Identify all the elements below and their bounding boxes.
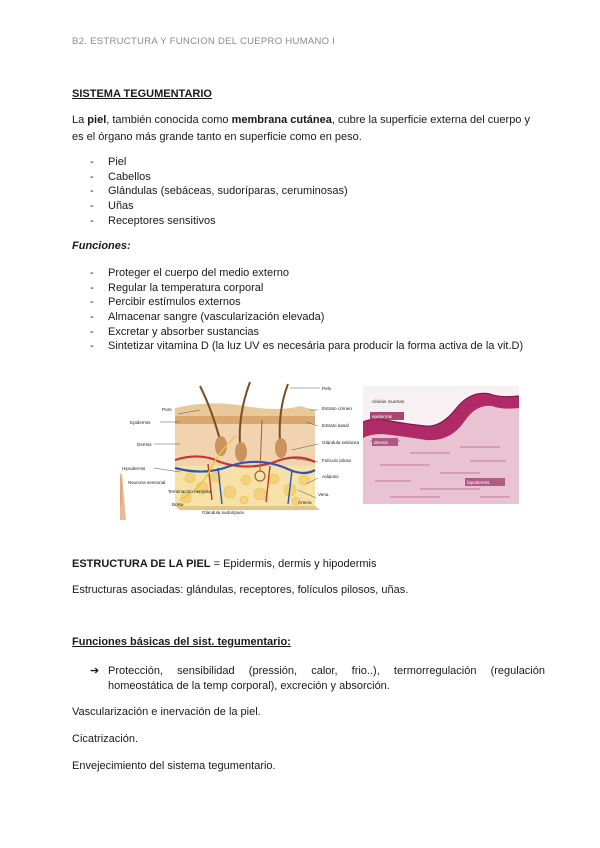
intro-paragraph xyxy=(72,112,544,146)
micro-label-hipodermis: hipodermis xyxy=(467,480,490,485)
label-poro: Poro xyxy=(162,407,172,412)
label-epidermis: Epidermis xyxy=(130,420,151,425)
intro-bold-membrana: membrana cutánea xyxy=(231,114,332,126)
paragraph-envejecimiento: Envejecimiento del sistema tegumentario. xyxy=(72,760,276,772)
intro-text-2: , también conocida como xyxy=(106,114,232,126)
label-bolsa: Bolsa xyxy=(172,502,184,507)
list-item: - Receptores sensitivos xyxy=(90,214,348,229)
label-adiposo: Adiposo xyxy=(322,474,339,479)
funciones-heading: Funciones: xyxy=(72,240,131,252)
label-foliculo: Folículo piloso xyxy=(322,458,352,463)
estructuras-asociadas: Estructuras asociadas: glándulas, receptores, folículos pilosos, uñas. xyxy=(72,584,409,596)
skin-micrograph xyxy=(363,386,519,504)
intro-text-3: , cubre la superficie externa del cuerpo y es el órgano más grande tanto en superficie como en peso. xyxy=(72,114,530,143)
list-item: - Piel xyxy=(90,155,348,170)
list-item: - Cabellos xyxy=(90,170,348,185)
arrow-item-text: Protección, sensibilidad (pressión, calor, frio..), termorregulación (regulación homeostática de la temp corporal), excreción y absorción. xyxy=(108,665,545,692)
list-item: - Percibir estímulos externos xyxy=(90,295,523,310)
label-terminacion: Terminación nerviosa xyxy=(168,489,212,494)
page-header: B2. ESTRUCTURA Y FUNCION DEL CUEPRO HUMANO I xyxy=(72,36,336,47)
funciones-list xyxy=(90,266,523,354)
section-title-sistema-tegumentario: SISTEMA TEGUMENTARIO xyxy=(72,88,212,100)
intro-text-1: La xyxy=(72,114,88,126)
label-estrato-corneo: Estrato córneo xyxy=(322,406,352,411)
label-glandula-sudoripara: Glándula sudorípara xyxy=(202,510,244,515)
arrow-icon: ➔ xyxy=(90,665,100,677)
child-illustration xyxy=(120,442,126,520)
list-item: - Sintetizar vitamina D (la luz UV es necesária para producir la forma activa de la vit.D) xyxy=(90,339,523,354)
micro-label-celulas: células muertas xyxy=(372,399,405,404)
label-vena: Vena xyxy=(318,492,329,497)
list-item: - Uñas xyxy=(90,199,348,214)
paragraph-vascularizacion: Vascularización e inervación de la piel. xyxy=(72,706,261,718)
estructura-piel-line xyxy=(72,558,377,570)
label-neurona: Neurona sensorial xyxy=(128,480,166,485)
arrow-list-item xyxy=(90,664,545,694)
label-glandula-sebacea: Glándula sebácea xyxy=(322,440,360,445)
paragraph-cicatrizacion: Cicatrización. xyxy=(72,733,139,745)
list-item: - Proteger el cuerpo del medio externo xyxy=(90,266,523,281)
components-list xyxy=(90,155,348,228)
skin-figure xyxy=(120,380,540,520)
label-pelo: Pelo xyxy=(322,386,332,391)
label-hipodermis: Hipodermis xyxy=(122,466,146,471)
list-item: - Glándulas (sebáceas, sudoríparas, ceruminosas) xyxy=(90,184,348,199)
list-item: - Almacenar sangre (vascularización elevada) xyxy=(90,310,523,325)
label-estrato-basal: Estrato basal xyxy=(322,423,349,428)
label-arteria: Arteria xyxy=(298,500,312,505)
list-item: - Excretar y absorber sustancias xyxy=(90,325,523,340)
section-title-funciones-basicas: Funciones básicas del sist. tegumentario: xyxy=(72,636,291,648)
estructura-text: = Epidermis, dermis y hipodermis xyxy=(210,558,377,570)
micro-label-epidermis: epidermis xyxy=(372,414,392,419)
section-title-estructura: ESTRUCTURA DE LA PIEL xyxy=(72,558,211,570)
intro-bold-piel: piel xyxy=(87,114,107,126)
list-item: - Regular la temperatura corporal xyxy=(90,281,523,296)
micro-label-dermis: dermis xyxy=(374,440,388,445)
label-dermis: Dermis xyxy=(137,442,152,447)
